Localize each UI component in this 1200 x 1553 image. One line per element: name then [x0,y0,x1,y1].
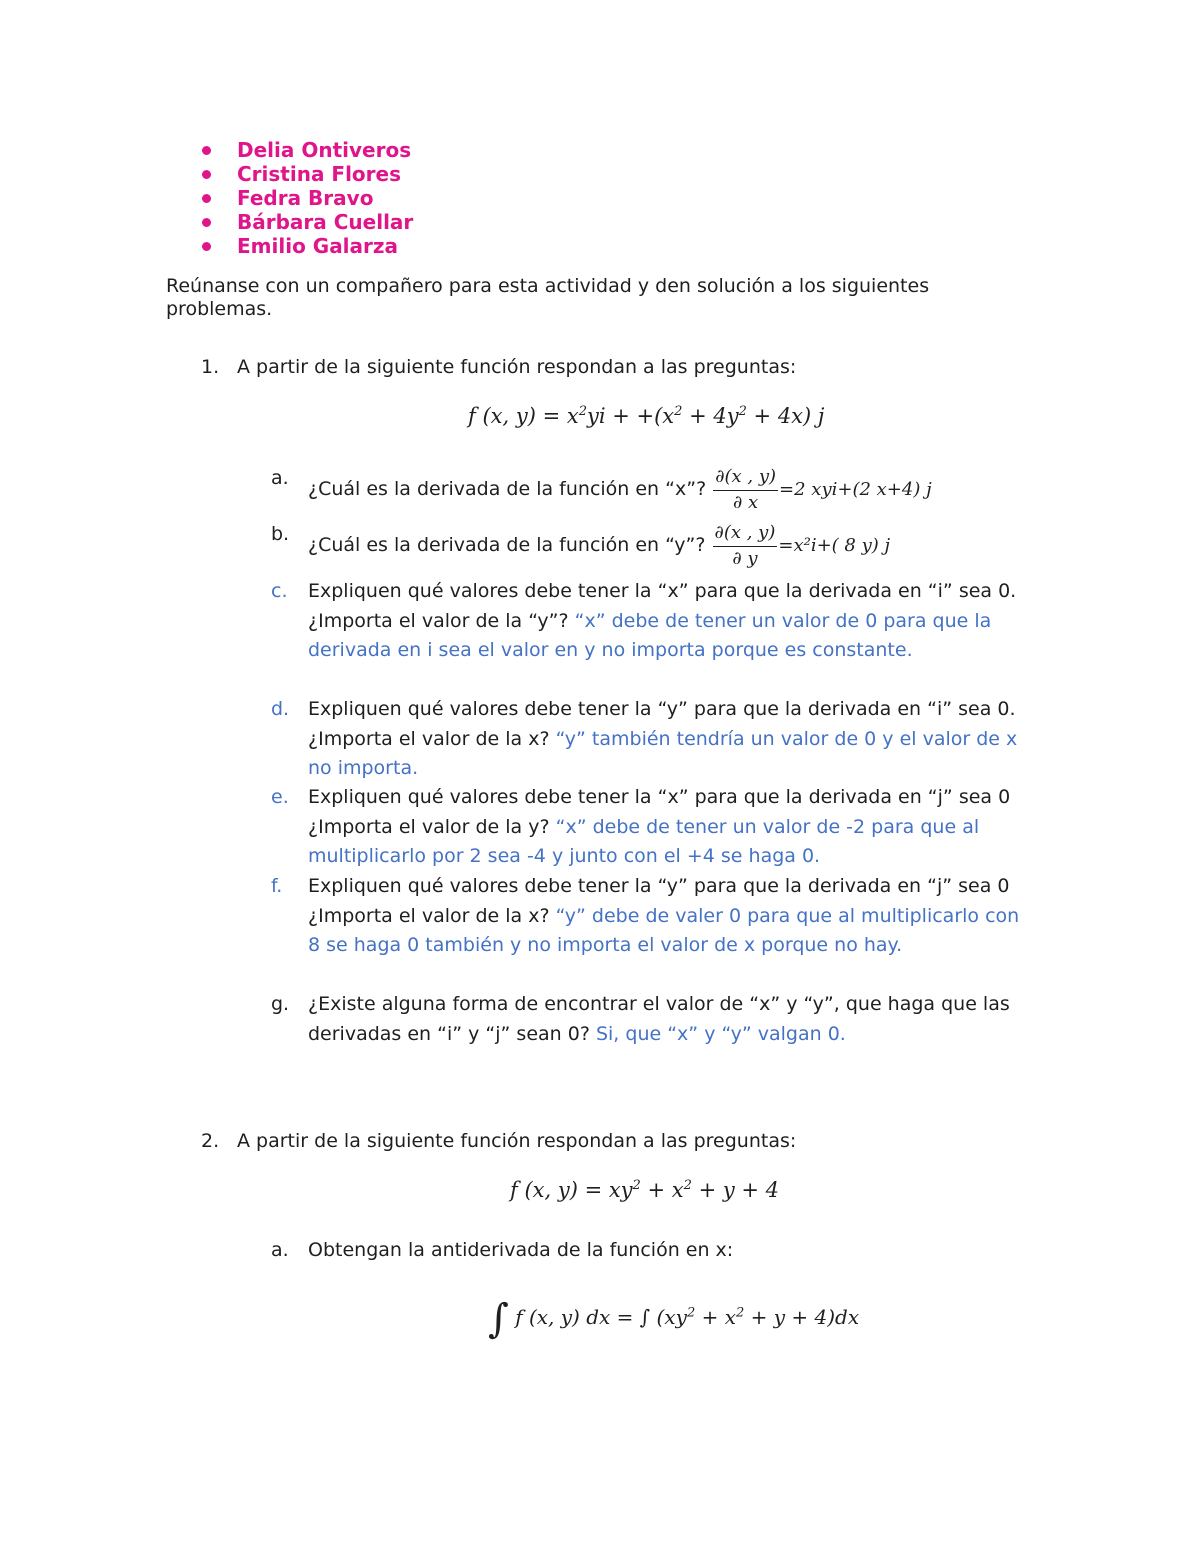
answer-text: “y” también tendría un valor de 0 y el valor de x no importa. [308,727,1018,780]
item-text: ¿Existe alguna forma de encontrar el valor de “x” y “y”, que haga que las derivadas en “i” y “j” sean 0? [308,993,1010,1045]
author-item [198,210,413,234]
item-letter: e. [271,786,289,808]
author-name: Delia Ontiveros [237,138,412,162]
question-text: A partir de la siguiente función respondan a las preguntas: [237,356,797,378]
answer-text: “x” debe de tener un valor de -2 para que al multiplicarlo por 2 sea -4 y junto con el +4 se haga 0. [308,815,980,868]
question-number: 1. [201,356,220,378]
author-name: Emilio Galarza [237,234,399,258]
item-text: Expliquen qué valores debe tener la “x” para que la derivada en “j” sea 0 ¿Importa el valor de la y? [308,786,1011,838]
answer-text: Si, que “x” y “y” valgan 0. [595,1022,846,1045]
partial-derivative-fraction: $\frac{\partial(x , y)}{\partial x}$ [715,466,777,513]
question-1c [271,577,1031,666]
item-text: ¿Cuál es la derivada de la función en “x”? [308,478,707,500]
author-name: Fedra Bravo [237,186,374,210]
answer-text: “y” debe de valer 0 para que al multiplicarlo con 8 se haga 0 también y no importa el valor de x porque no hay. [308,904,1020,957]
item-letter: c. [271,580,288,602]
question-1d [271,695,1031,784]
question-1-heading [201,355,796,379]
author-list [198,138,413,258]
bullet-icon [202,218,211,227]
item-letter: a. [271,1239,289,1261]
question-1g [271,990,1031,1049]
author-name: Cristina Flores [237,162,402,186]
integral-formula: ∫ f (x, y) dx = ∫ $(xy^2 + x^2 + y + 4)dx$ [488,1296,860,1342]
item-text: Expliquen qué valores debe tener la “x” para que la derivada en “i” sea 0. ¿Importa el valor de la “y”? [308,580,1017,632]
item-letter: g. [271,993,290,1015]
question-2-heading [201,1129,796,1153]
author-item [198,234,413,258]
derivative-result: =x²i+( 8 y) j [778,535,891,556]
bullet-icon [202,242,211,251]
question-1a [271,464,1031,515]
partial-derivative-fraction: $\frac{\partial(x , y)}{\partial y}$ [714,522,776,569]
item-letter: b. [271,523,290,545]
derivative-result: =2 xyi+(2 x+4) j [779,479,932,500]
intro-paragraph: Reúnanse con un compañero para esta actividad y den solución a los siguientes problemas. [166,275,930,320]
item-text: Expliquen qué valores debe tener la “y” para que la derivada en “j” sea 0 ¿Importa el valor de la x? [308,875,1010,927]
bullet-icon [202,194,211,203]
item-letter: f. [271,875,283,897]
question-number: 2. [201,1130,220,1152]
author-item [198,186,413,210]
item-text: ¿Cuál es la derivada de la función en “y”? [308,534,706,556]
item-letter: d. [271,698,290,720]
author-name: Bárbara Cuellar [237,210,414,234]
question-1b [271,520,1031,571]
question-1e [271,783,1031,872]
item-text: Expliquen qué valores debe tener la “y” para que la derivada en “i” sea 0. ¿Importa el valor de la x? [308,698,1016,750]
function-2-formula: f (x, $y) = xy^2 + x^2 + y + 4$ [510,1178,780,1202]
function-1-formula: f (x, $y) = x^2yi + +(x^2 + 4y^2 + 4x)$ j [468,404,825,428]
bullet-icon [202,170,211,179]
author-item [198,162,413,186]
bullet-icon [202,146,211,155]
item-text: Obtengan la antiderivada de la función en x: [308,1239,734,1261]
answer-text: “x” debe de tener un valor de 0 para que la derivada en i sea el valor en y no importa porque es constante. [308,609,992,662]
author-item [198,138,413,162]
question-text: A partir de la siguiente función respondan a las preguntas: [237,1130,797,1152]
item-letter: a. [271,467,289,489]
question-2a [271,1236,1031,1266]
question-1f [271,872,1031,961]
